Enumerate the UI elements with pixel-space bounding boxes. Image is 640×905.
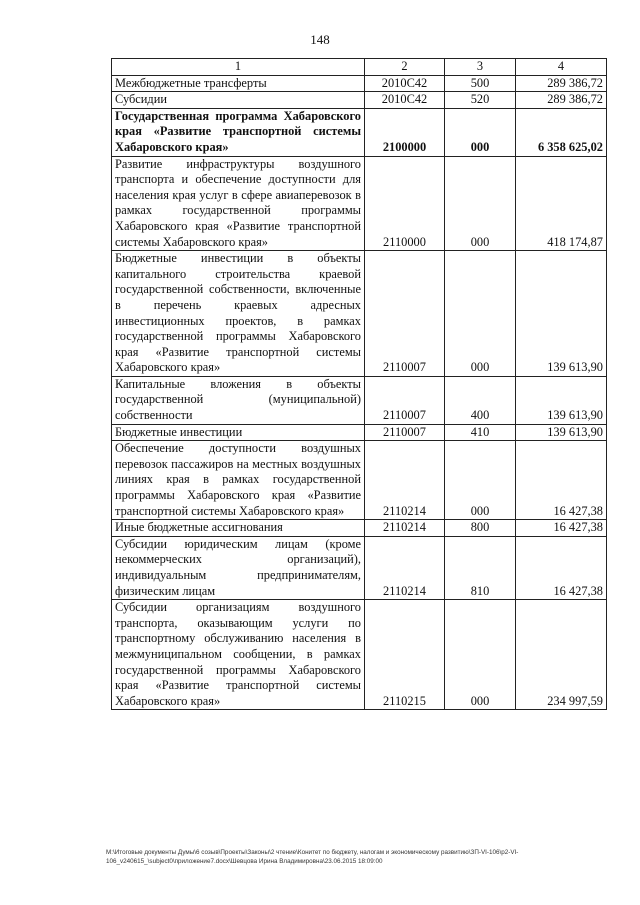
row-name-cell: Межбюджетные трансферты — [112, 75, 365, 92]
row-name-cell: Субсидии юридическим лицам (кроме некоммерческих организаций), индивидуальным предпринимателям, физическим лицам — [112, 536, 365, 599]
row-type-cell: 800 — [445, 520, 516, 537]
row-code-cell: 2110007 — [365, 424, 445, 441]
row-code-cell: 2110214 — [365, 520, 445, 537]
row-type-cell: 000 — [445, 600, 516, 710]
row-code-cell: 2110215 — [365, 600, 445, 710]
row-name-cell: Капитальные вложения в объекты государственной (муниципальной) собственности — [112, 376, 365, 424]
program-type-cell: 000 — [445, 108, 516, 156]
header-cell-type: 3 — [445, 59, 516, 76]
footer-line: М:\Итоговые документы Думы\6 созыв\Проекты\Законы\2 чтение\Конитет по бюджету, налогам и экономическому развитию\ЗП-VI-106\р2-VI- — [106, 849, 519, 856]
row-sum-cell: 139 613,90 — [516, 424, 607, 441]
row-name-cell: Бюджетные инвестиции в объекты капитального строительства краевой государственной собственности, включенные в перечень краевых адресных инвестиционных проектов, в рамках государственной программы Хабаровского края «Развитие транспортной системы Хабаровского края» — [112, 251, 365, 377]
row-code-cell: 2010С42 — [365, 75, 445, 92]
table-row — [112, 75, 607, 92]
table-row — [112, 376, 607, 424]
row-name-cell: Обеспечение доступности воздушных перевозок пассажиров на местных воздушных линиях края в рамках государственной программы Хабаровского края «Развитие транспортной системы Хабаровского края» — [112, 441, 365, 520]
row-sum-cell: 289 386,72 — [516, 92, 607, 109]
row-code-cell: 2010С42 — [365, 92, 445, 109]
row-type-cell: 520 — [445, 92, 516, 109]
row-type-cell: 000 — [445, 156, 516, 251]
table-row — [112, 536, 607, 599]
program-code-cell: 2100000 — [365, 108, 445, 156]
row-type-cell: 810 — [445, 536, 516, 599]
row-type-cell: 500 — [445, 75, 516, 92]
row-name-cell: Развитие инфраструктуры воздушного транспорта и обеспечение доступности для населения края услуг в сфере авиаперевозок в рамках государственной программы Хабаровского края «Развитие транспортной системы Хабаровского края» — [112, 156, 365, 251]
table-header-row — [112, 59, 607, 76]
row-type-cell: 400 — [445, 376, 516, 424]
table-row — [112, 92, 607, 109]
row-sum-cell: 16 427,38 — [516, 520, 607, 537]
row-code-cell: 2110214 — [365, 441, 445, 520]
row-sum-cell: 234 997,59 — [516, 600, 607, 710]
row-code-cell: 2110214 — [365, 536, 445, 599]
header-cell-name: 1 — [112, 59, 365, 76]
file-path-footer — [106, 848, 611, 866]
row-sum-cell: 418 174,87 — [516, 156, 607, 251]
budget-table — [111, 58, 607, 710]
row-name-cell: Иные бюджетные ассигнования — [112, 520, 365, 537]
table-row — [112, 441, 607, 520]
footer-line: 106_v240615_\subject0\приложение7.docx\Шевцова Ирина Владимировна\23.06.2015 18:09:00 — [106, 858, 383, 865]
row-name-cell: Субсидии — [112, 92, 365, 109]
row-sum-cell: 16 427,38 — [516, 441, 607, 520]
row-sum-cell: 16 427,38 — [516, 536, 607, 599]
row-sum-cell: 139 613,90 — [516, 251, 607, 377]
row-name-cell: Бюджетные инвестиции — [112, 424, 365, 441]
row-type-cell: 000 — [445, 251, 516, 377]
page-number: 148 — [310, 32, 330, 47]
table-row — [112, 424, 607, 441]
row-code-cell: 2110007 — [365, 251, 445, 377]
row-code-cell: 2110000 — [365, 156, 445, 251]
program-row — [112, 108, 607, 156]
row-name-cell: Субсидии организациям воздушного транспорта, оказывающим услуги по транспортному обслуживанию населения в межмуниципальном сообщении, в рамках государственной программы Хабаровского края «Развитие транспортной системы Хабаровского края» — [112, 600, 365, 710]
table-row — [112, 520, 607, 537]
row-type-cell: 000 — [445, 441, 516, 520]
row-sum-cell: 289 386,72 — [516, 75, 607, 92]
table-row — [112, 600, 607, 710]
table-row — [112, 156, 607, 251]
header-cell-sum: 4 — [516, 59, 607, 76]
row-code-cell: 2110007 — [365, 376, 445, 424]
header-cell-code: 2 — [365, 59, 445, 76]
row-type-cell: 410 — [445, 424, 516, 441]
table-row — [112, 251, 607, 377]
program-sum-cell: 6 358 625,02 — [516, 108, 607, 156]
row-sum-cell: 139 613,90 — [516, 376, 607, 424]
program-name-cell: Государственная программа Хабаровского края «Развитие транспортной системы Хабаровского края» — [112, 108, 365, 156]
